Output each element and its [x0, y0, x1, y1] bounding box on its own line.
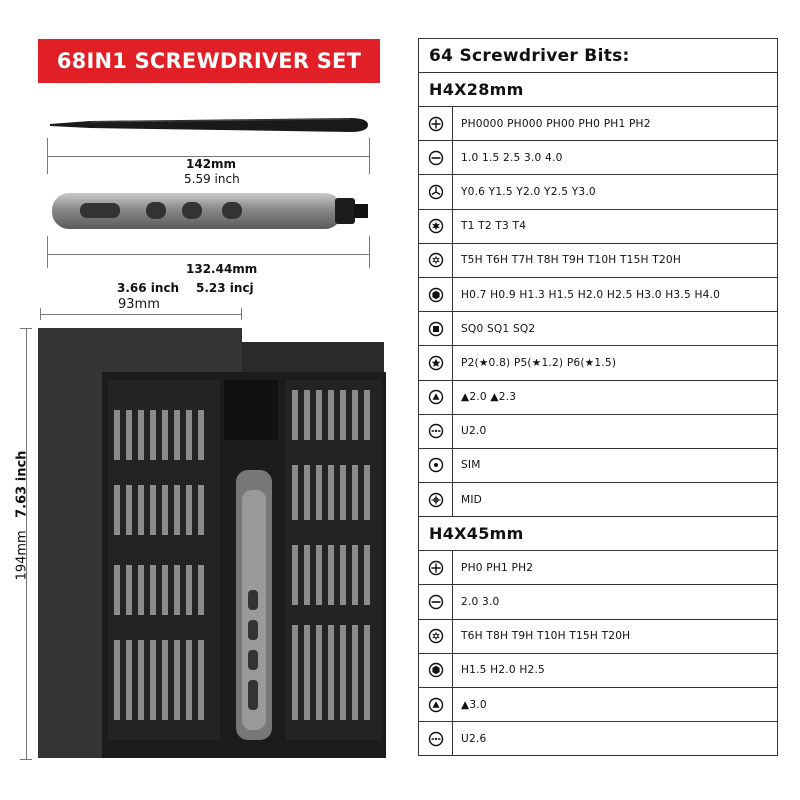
bit-sizes: PH0000 PH000 PH00 PH0 PH1 PH2	[461, 117, 651, 130]
bit-spec-table	[418, 38, 778, 756]
case-height-inch: 7.63 inch	[14, 450, 30, 518]
triangle-icon	[419, 688, 453, 721]
bit-case-image	[38, 320, 388, 760]
table-row	[419, 688, 777, 722]
table-row	[419, 483, 777, 517]
table-row	[419, 654, 777, 688]
hex-icon	[419, 654, 453, 687]
slotted-icon	[419, 585, 453, 618]
bit-sizes: PH0 PH1 PH2	[461, 561, 534, 574]
driver-width-inch: 3.66 inch	[117, 281, 180, 295]
table-row	[419, 107, 777, 141]
bit-sizes: T6H T8H T9H T10H T15H T20H	[461, 630, 631, 643]
table-row	[419, 278, 777, 312]
hex-icon	[419, 278, 453, 311]
tweezer-dim-tick-right	[369, 138, 370, 174]
tweezer-length-inch: 5.59 inch	[184, 172, 240, 186]
tweezers-image	[50, 115, 370, 135]
bit-sizes: T5H T6H T7H T8H T9H T10H T15H T20H	[461, 254, 682, 267]
table-row	[419, 312, 777, 346]
case-height-mm: 194mm	[14, 530, 30, 581]
bit-sizes: H0.7 H0.9 H1.3 H1.5 H2.0 H2.5 H3.0 H3.5 H4.0	[461, 288, 721, 301]
table-row	[419, 722, 777, 756]
tri-wing-icon	[419, 175, 453, 208]
case-width-mm: 93mm	[118, 297, 160, 312]
triangle-icon	[419, 381, 453, 414]
table-row	[419, 620, 777, 654]
bit-sizes: U2.0	[461, 425, 487, 438]
slotted-icon	[419, 141, 453, 174]
table-row	[419, 141, 777, 175]
driver-dim-tick-right	[369, 236, 370, 268]
torx-icon	[419, 210, 453, 243]
bit-sizes: 2.0 3.0	[461, 596, 500, 609]
table-row	[419, 449, 777, 483]
u-type-icon	[419, 722, 453, 755]
table-row	[419, 551, 777, 585]
bit-sizes: ▲2.0 ▲2.3	[461, 391, 517, 404]
bit-sizes: U2.6	[461, 732, 487, 745]
torx-hole-icon	[419, 244, 453, 277]
bit-sizes: ▲3.0	[461, 698, 487, 711]
driver-dim-line	[47, 254, 369, 255]
case-width-tick-right	[241, 308, 242, 320]
driver-dim-tick-left	[47, 236, 48, 268]
torx-hole-icon	[419, 620, 453, 653]
table-row	[419, 210, 777, 244]
table-row	[419, 346, 777, 380]
section-header-45mm: H4X45mm	[419, 517, 777, 551]
phillips-icon	[419, 107, 453, 140]
case-height-tick-top	[20, 328, 32, 329]
bit-sizes: SIM	[461, 459, 481, 472]
bit-sizes: P2(★0.8) P5(★1.2) P6(★1.5)	[461, 356, 617, 369]
table-row	[419, 415, 777, 449]
section-header-28mm: H4X28mm	[419, 73, 777, 107]
mid-icon	[419, 483, 453, 516]
table-row	[419, 175, 777, 209]
bit-sizes: T1 T2 T3 T4	[461, 220, 527, 233]
table-row	[419, 585, 777, 619]
u-type-icon	[419, 415, 453, 448]
bit-sizes: 1.0 1.5 2.5 3.0 4.0	[461, 151, 563, 164]
driver-length-mm: 132.44mm	[186, 262, 258, 276]
title-banner: 68IN1 SCREWDRIVER SET	[38, 39, 380, 83]
bit-sizes: MID	[461, 493, 483, 506]
driver-length-inch: 5.23 incj	[196, 281, 254, 295]
case-height-tick-bottom	[20, 759, 32, 760]
table-row	[419, 381, 777, 415]
tweezer-length-mm: 142mm	[186, 157, 237, 171]
phillips-icon	[419, 551, 453, 584]
screwdriver-image	[50, 190, 372, 232]
case-height-label	[14, 451, 29, 581]
bit-sizes: Y0.6 Y1.5 Y2.0 Y2.5 Y3.0	[461, 185, 596, 198]
sim-icon	[419, 449, 453, 482]
case-width-line	[40, 314, 242, 315]
bit-sizes: SQ0 SQ1 SQ2	[461, 322, 536, 335]
bit-sizes: H1.5 H2.0 H2.5	[461, 664, 545, 677]
table-title: 64 Screwdriver Bits:	[419, 39, 777, 73]
square-icon	[419, 312, 453, 345]
case-width-tick-left	[40, 308, 41, 320]
pentalobe-icon	[419, 346, 453, 379]
table-row	[419, 244, 777, 278]
